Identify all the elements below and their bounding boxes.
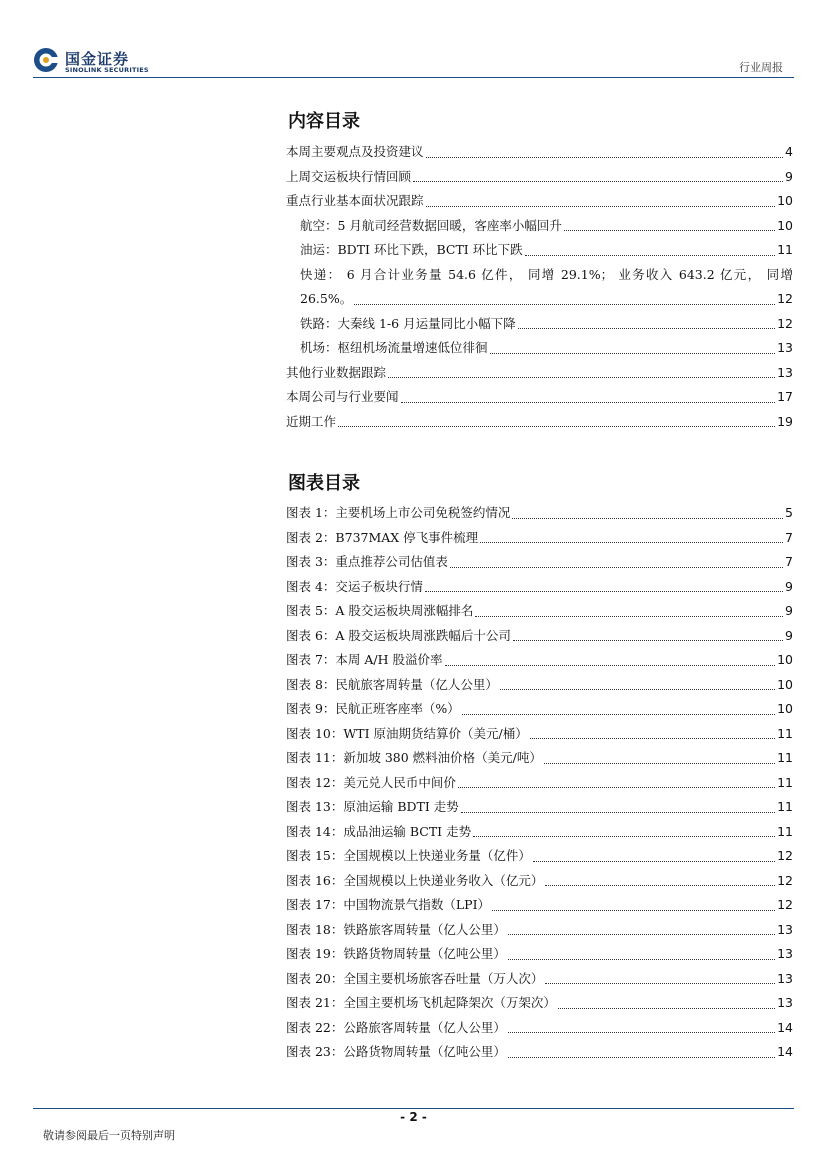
toc-entry-label: 本周主要观点及投资建议 — [286, 144, 424, 159]
figure-entry-page: 12 — [777, 848, 793, 863]
toc-entry[interactable] — [286, 189, 793, 214]
figure-entry-page: 7 — [785, 529, 793, 545]
contents-list — [286, 140, 793, 434]
figure-entry-label: 图表 6：A 股交运板块周涨跌幅后十公司 — [286, 627, 511, 643]
dot-leader — [480, 542, 783, 543]
disclaimer: 敬请参阅最后一页特别声明 — [43, 1129, 175, 1142]
figure-entry-page: 10 — [777, 652, 793, 667]
dot-leader — [512, 518, 783, 519]
figure-entry[interactable] — [286, 893, 793, 918]
dot-leader — [458, 787, 775, 788]
figure-entry[interactable] — [286, 771, 793, 796]
figure-entry-page: 11 — [777, 799, 793, 814]
figure-entry-label: 图表 22：公路旅客周转量（亿人公里） — [286, 1019, 506, 1035]
figure-entry-label: 图表 10：WTI 原油期货结算价（美元/桶） — [286, 725, 528, 741]
figure-entry-page: 10 — [777, 701, 793, 716]
page-number: - 2 - — [400, 1110, 427, 1124]
figure-entry[interactable] — [286, 918, 793, 943]
figure-entry-page: 13 — [777, 995, 793, 1010]
figure-entry-label: 图表 13：原油运输 BDTI 走势 — [286, 799, 459, 814]
dot-leader — [475, 616, 783, 617]
figure-entry-label: 图表 18：铁路旅客周转量（亿人公里） — [286, 921, 506, 937]
figure-entry[interactable] — [286, 820, 793, 845]
figure-entry-page: 10 — [777, 676, 793, 692]
figure-entry-label: 图表 19：铁路货物周转量（亿吨公里） — [286, 946, 506, 961]
toc-entry-page: 11 — [777, 242, 793, 257]
footer-divider — [33, 1108, 794, 1109]
figure-entry-page: 12 — [777, 897, 793, 912]
toc-subentry[interactable] — [286, 312, 793, 337]
figure-entry-label: 图表 17：中国物流景气指数（LPI） — [286, 897, 491, 912]
toc-entry-page: 19 — [777, 413, 793, 429]
toc-entry[interactable] — [286, 410, 793, 435]
logo-icon — [33, 47, 59, 73]
toc-entry[interactable] — [286, 361, 793, 386]
figure-entry-page: 9 — [785, 603, 793, 618]
figure-entry[interactable] — [286, 624, 793, 649]
figure-entry[interactable] — [286, 869, 793, 894]
dot-leader — [462, 714, 775, 715]
figures-list — [286, 501, 793, 1065]
toc-entry-label: 本周公司与行业要闻 — [286, 389, 399, 404]
toc-entry-label: 近期工作 — [286, 413, 337, 429]
figure-entry[interactable] — [286, 746, 793, 771]
figure-entry-label: 图表 9：民航正班客座率（%） — [286, 701, 460, 716]
toc-entry[interactable] — [286, 385, 793, 410]
dot-leader — [525, 255, 775, 256]
contents-title: 内容目录 — [288, 111, 360, 132]
toc-entry-page: 13 — [777, 340, 793, 355]
figure-entry-label: 图表 11：新加坡 380 燃料油价格（美元/吨） — [286, 750, 542, 765]
figure-entry-page: 13 — [777, 921, 793, 937]
toc-entry-label: 重点行业基本面状况跟踪 — [286, 193, 424, 208]
dot-leader — [490, 353, 776, 354]
toc-subentry[interactable] — [286, 336, 793, 361]
toc-entry-label: 其他行业数据跟踪 — [286, 364, 387, 380]
page-header — [0, 0, 827, 80]
dot-leader — [461, 812, 775, 813]
toc-entry-page: 17 — [777, 389, 793, 404]
figure-entry-label: 图表 23：公路货物周转量（亿吨公里） — [286, 1044, 506, 1059]
figure-entry[interactable] — [286, 526, 793, 551]
toc-entry-label: 铁路：大秦线 1-6 月运量同比小幅下降 — [300, 315, 516, 331]
dot-leader — [425, 591, 783, 592]
dot-leader — [401, 402, 776, 403]
figure-entry[interactable] — [286, 1016, 793, 1041]
dot-leader — [508, 1057, 775, 1058]
figure-entry-label: 图表 14：成品油运输 BCTI 走势 — [286, 823, 472, 839]
toc-entry[interactable] — [286, 165, 793, 190]
toc-subentry-line2[interactable] — [286, 287, 793, 312]
dot-leader — [518, 328, 776, 329]
figure-entry[interactable] — [286, 550, 793, 575]
toc-subentry-line1[interactable] — [286, 263, 793, 288]
toc-entry-page: 9 — [785, 168, 793, 184]
toc-entry-page: 4 — [785, 144, 793, 159]
figure-entry[interactable] — [286, 795, 793, 820]
figure-entry-page: 13 — [777, 946, 793, 961]
report-type: 行业周报 — [739, 61, 783, 74]
figure-entry-page: 11 — [777, 823, 793, 839]
header-divider — [33, 77, 794, 78]
dot-leader — [564, 230, 775, 231]
toc-entry-label: 油运：BDTI 环比下跌，BCTI 环比下跌 — [300, 242, 523, 257]
dot-leader — [426, 157, 784, 158]
figure-entry[interactable] — [286, 697, 793, 722]
dot-leader — [413, 181, 783, 182]
toc-entry-page: 12 — [777, 291, 793, 306]
toc-entry-label: 快递： 6 月合计业务量 54.6 亿件， 同增 29.1%； 业务收入 643.2 亿元， 同增 — [300, 266, 793, 282]
figure-entry-page: 11 — [777, 774, 793, 790]
dot-leader — [388, 377, 775, 378]
toc-entry-page: 10 — [777, 193, 793, 208]
dot-leader — [545, 983, 775, 984]
dot-leader — [338, 426, 775, 427]
figure-entry-page: 11 — [777, 750, 793, 765]
figure-entry-label: 图表 20：全国主要机场旅客吞吐量（万人次） — [286, 970, 544, 986]
dot-leader — [508, 1032, 775, 1033]
figure-entry[interactable] — [286, 575, 793, 600]
dot-leader — [544, 763, 775, 764]
figure-entry-label: 图表 16：全国规模以上快递业务收入（亿元） — [286, 872, 544, 888]
figure-entry-page: 12 — [777, 872, 793, 888]
figure-entry-label: 图表 2：B737MAX 停飞事件梳理 — [286, 529, 479, 545]
figure-entry-page: 14 — [777, 1019, 793, 1035]
dot-leader — [533, 861, 775, 862]
dot-leader — [558, 1008, 775, 1009]
dot-leader — [450, 567, 783, 568]
figure-entry-label: 图表 3：重点推荐公司估值表 — [286, 554, 448, 569]
dot-leader — [445, 665, 776, 666]
figure-entry-page: 9 — [785, 627, 793, 643]
figure-entry-label: 图表 12：美元兑人民币中间价 — [286, 774, 456, 790]
toc-entry[interactable] — [286, 140, 793, 165]
figure-entry[interactable] — [286, 942, 793, 967]
toc-entry-label: 机场：枢纽机场流量增速低位徘徊 — [300, 340, 488, 355]
figure-entry-page: 5 — [785, 505, 793, 520]
toc-subentry[interactable] — [286, 214, 793, 239]
figure-entry-label: 图表 21：全国主要机场飞机起降架次（万架次） — [286, 995, 556, 1010]
dot-leader — [513, 640, 783, 641]
toc-entry-page: 10 — [777, 217, 793, 233]
figure-entry-label: 图表 4：交运子板块行情 — [286, 578, 423, 594]
figure-entry-label: 图表 1：主要机场上市公司免税签约情况 — [286, 505, 511, 520]
figure-entry-page: 13 — [777, 970, 793, 986]
toc-subentry[interactable] — [286, 238, 793, 263]
dot-leader — [530, 738, 775, 739]
dot-leader — [545, 885, 775, 886]
toc-entry-label: 上周交运板块行情回顾 — [286, 168, 412, 184]
figure-entry-label: 图表 5：A 股交运板块周涨幅排名 — [286, 603, 474, 618]
figure-entry[interactable] — [286, 673, 793, 698]
figure-entry-page: 11 — [777, 725, 793, 741]
dot-leader — [492, 910, 775, 911]
dot-leader — [500, 689, 775, 690]
figure-entry[interactable] — [286, 1040, 793, 1065]
toc-entry-page: 12 — [777, 315, 793, 331]
figure-entry-page: 7 — [785, 554, 793, 569]
company-logo — [33, 47, 163, 77]
figure-entry[interactable] — [286, 967, 793, 992]
figure-entry-label: 图表 15：全国规模以上快递业务量（亿件） — [286, 848, 531, 863]
figure-entry-page: 14 — [777, 1044, 793, 1059]
figure-entry[interactable] — [286, 648, 793, 673]
dot-leader — [508, 959, 775, 960]
figure-entry-label: 图表 7：本周 A/H 股溢价率 — [286, 652, 443, 667]
figure-entry[interactable] — [286, 599, 793, 624]
dot-leader — [426, 206, 776, 207]
toc-entry-page: 13 — [777, 364, 793, 380]
toc-entry-label: 26.5%。 — [300, 291, 353, 306]
figure-entry-page: 9 — [785, 578, 793, 594]
logo-text-cn: 国金证券 — [65, 50, 130, 68]
dot-leader — [473, 836, 775, 837]
logo-text-en: SINOLINK SECURITIES — [65, 66, 149, 74]
figure-entry-label: 图表 8：民航旅客周转量（亿人公里） — [286, 676, 498, 692]
figure-entry[interactable] — [286, 501, 793, 526]
figure-entry[interactable] — [286, 844, 793, 869]
dot-leader — [354, 304, 775, 305]
toc-entry-label: 航空：5 月航司经营数据回暖，客座率小幅回升 — [300, 217, 562, 233]
figures-title: 图表目录 — [288, 473, 360, 494]
dot-leader — [508, 934, 775, 935]
figure-entry[interactable] — [286, 722, 793, 747]
figure-entry[interactable] — [286, 991, 793, 1016]
